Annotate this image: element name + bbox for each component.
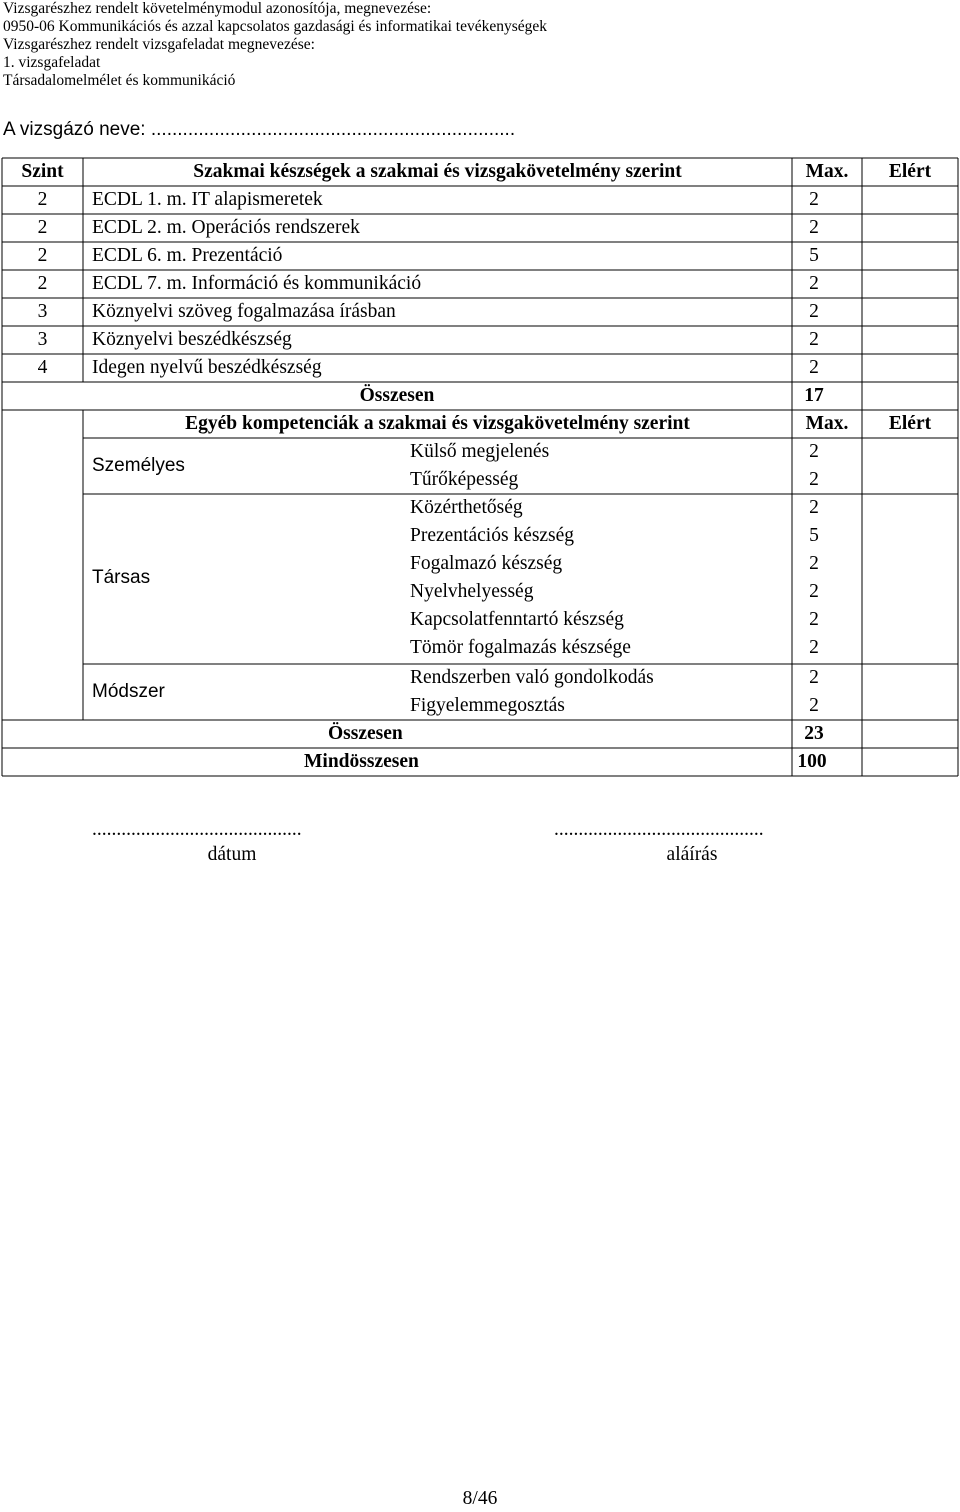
- row-level: 3: [37, 301, 48, 322]
- examinee-name-field: A vizsgázó neve: .....................................................................: [3, 119, 516, 140]
- group-label-social: Társas: [92, 567, 151, 588]
- task-number: 1. vizsgafeladat: [3, 54, 101, 71]
- task-name: Társadalomelmélet és kommunikáció: [3, 72, 236, 89]
- col-header-achieved: Elért: [888, 161, 932, 182]
- competency-max: 2: [809, 637, 819, 658]
- competency-label: Tömör fogalmazás készsége: [410, 637, 631, 658]
- grand-total-label: Mindösszesen: [304, 751, 419, 772]
- competency-label: Prezentációs készség: [410, 525, 575, 546]
- row-max: 2: [809, 217, 819, 238]
- row-max: 5: [809, 245, 819, 266]
- competency-label: Figyelemmegosztás: [410, 695, 565, 716]
- competency-max: 2: [809, 609, 819, 630]
- row-skill: Idegen nyelvű beszédkészség: [92, 357, 322, 378]
- competency-max: 2: [809, 553, 819, 574]
- row-skill: ECDL 2. m. Operációs rendszerek: [92, 217, 360, 238]
- competency-max: 2: [809, 469, 819, 490]
- row-level: 2: [37, 189, 48, 210]
- competency-max: 2: [809, 667, 819, 688]
- row-max: 2: [809, 329, 819, 350]
- col-header-competencies: Egyéb kompetenciák a szakmai és vizsgakövetelmény szerint: [185, 413, 690, 434]
- row-skill: ECDL 7. m. Információ és kommunikáció: [92, 273, 422, 294]
- competency-max: 2: [809, 497, 819, 518]
- col-header-max: Max.: [805, 161, 849, 182]
- competency-label: Közérthetőség: [410, 497, 523, 518]
- competency-label: Rendszerben való gondolkodás: [410, 667, 654, 688]
- subtotal-value-2: 23: [804, 723, 824, 744]
- row-max: 2: [809, 357, 819, 378]
- row-skill: ECDL 6. m. Prezentáció: [92, 245, 283, 266]
- col-header-skills: Szakmai készségek a szakmai és vizsgakövetelmény szerint: [193, 161, 682, 182]
- group-label-personal: Személyes: [92, 455, 185, 476]
- subtotal-value: 17: [804, 385, 824, 406]
- row-level: 2: [37, 217, 48, 238]
- date-line: ...........................................: [92, 819, 302, 840]
- signature-line: ...........................................: [554, 819, 764, 840]
- subtotal-label-2: Összesen: [328, 723, 403, 744]
- group-label-method: Módszer: [92, 681, 165, 702]
- row-max: 2: [809, 301, 819, 322]
- row-level: 4: [37, 357, 48, 378]
- competency-label: Tűrőképesség: [410, 469, 519, 490]
- competency-label: Fogalmazó készség: [410, 553, 563, 574]
- row-level: 2: [37, 273, 48, 294]
- row-max: 2: [809, 189, 819, 210]
- module-name: 0950-06 Kommunikációs és azzal kapcsolatos gazdasági és informatikai tevékenységek: [3, 18, 548, 35]
- date-label: dátum: [207, 844, 257, 865]
- competency-max: 2: [809, 581, 819, 602]
- module-id-label: Vizsgarészhez rendelt követelménymodul azonosítója, megnevezése:: [3, 0, 432, 17]
- row-skill: Köznyelvi szöveg fogalmazása írásban: [92, 301, 396, 322]
- task-label: Vizsgarészhez rendelt vizsgafeladat megnevezése:: [3, 36, 315, 53]
- row-level: 2: [37, 245, 48, 266]
- competency-label: Külső megjelenés: [410, 441, 550, 462]
- competency-label: Nyelvhelyesség: [410, 581, 534, 602]
- row-max: 2: [809, 273, 819, 294]
- grand-total-value: 100: [797, 751, 827, 772]
- col-header-level: Szint: [21, 161, 64, 182]
- competency-max: 2: [809, 441, 819, 462]
- page-number: 8/46: [462, 1488, 498, 1509]
- row-skill: ECDL 1. m. IT alapismeretek: [92, 189, 323, 210]
- row-level: 3: [37, 329, 48, 350]
- subtotal-label: Összesen: [359, 385, 435, 406]
- competency-max: 5: [809, 525, 819, 546]
- col-header-max-2: Max.: [805, 413, 849, 434]
- col-header-achieved-2: Elért: [888, 413, 932, 434]
- signature-label: aláírás: [666, 844, 718, 865]
- competency-label: Kapcsolatfenntartó készség: [410, 609, 624, 630]
- row-skill: Köznyelvi beszédkészség: [92, 329, 292, 350]
- competency-max: 2: [809, 695, 819, 716]
